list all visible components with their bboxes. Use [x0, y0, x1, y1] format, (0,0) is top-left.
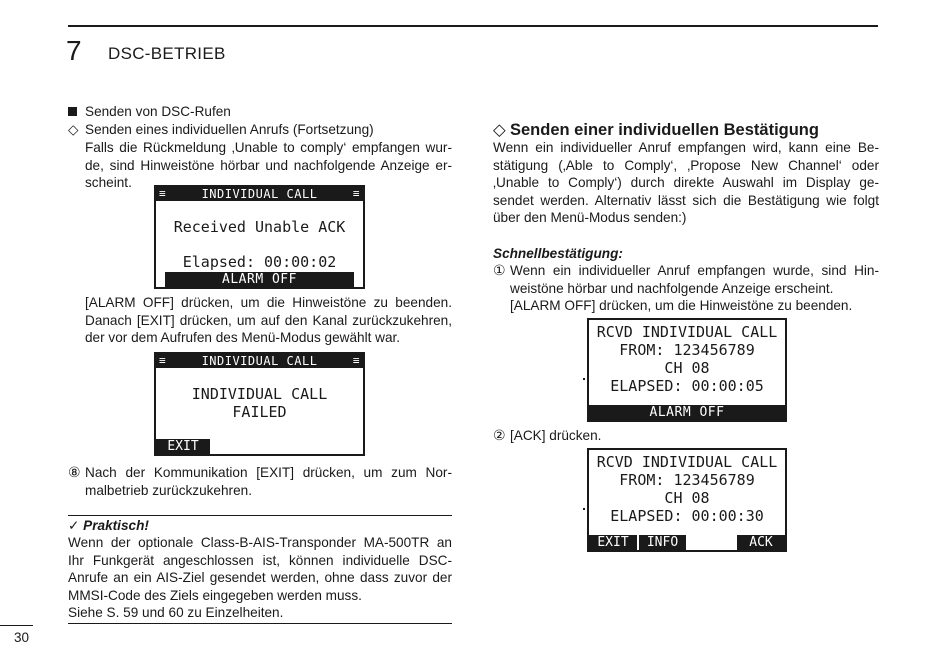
step-number: ⑧ [68, 464, 81, 480]
right-heading-text: Senden einer individuellen Bestätigung [510, 121, 819, 139]
ack-softkey[interactable]: ACK [737, 535, 785, 550]
lcd-display-rcvd-call [587, 318, 787, 422]
right-heading [493, 120, 879, 140]
text-line: malbetrieb zurückzukehren. [85, 482, 252, 498]
display-dot [583, 378, 585, 380]
text-line: Siehe S. 59 und 60 zu Einzelheiten. [68, 605, 284, 620]
diamond-bullet-icon: ◇ [68, 122, 79, 137]
chapter-number: 7 [66, 35, 82, 66]
lcd-line: FROM: 123456789 [619, 341, 755, 359]
step-1 [493, 262, 879, 317]
text-line: Nach der Kommunikation [EXIT] drücken, um zum Nor- [85, 465, 452, 480]
text-line: [ALARM OFF] drücken, um die Hinweistöne zu beenden. [85, 295, 452, 310]
text-line: MMSI-Code des Ziels eingegeben werden muss. [68, 587, 362, 603]
subsection-heading [68, 121, 452, 139]
info-softkey[interactable]: INFO [639, 535, 686, 550]
text-line: Wenn der optionale Class-B-AIS-Transponder MA-500TR an [68, 535, 452, 550]
lcd-line: RCVD INDIVIDUAL CALL [596, 453, 778, 471]
page-number: 30 [14, 630, 30, 645]
tip-body [68, 534, 452, 622]
step-8 [68, 464, 452, 504]
section-heading [68, 103, 452, 121]
lcd-line: Received Unable ACK [173, 218, 346, 236]
exit-softkey[interactable]: EXIT [589, 535, 637, 550]
after-display1-paragraph [85, 294, 452, 347]
intro-paragraph [85, 139, 452, 192]
text-line: über den Menü-Modus senden:) [493, 210, 687, 225]
diamond-bullet-icon: ◇ [493, 121, 506, 139]
lcd-line: ELAPSED: 00:00:05 [610, 377, 764, 395]
page-number-rule [0, 625, 33, 626]
lcd-line: INDIVIDUAL CALL [191, 385, 328, 403]
tip-heading [68, 517, 452, 535]
chapter-title: DSC-BETRIEB [108, 44, 226, 63]
text-line: Wenn ein individueller Anruf empfangen wird, kann eine Be- [493, 140, 879, 155]
step-number: ① [493, 262, 506, 278]
lcd-line: ELAPSED: 00:00:30 [610, 507, 764, 525]
header-rule [68, 25, 878, 27]
text-line: sendet werden. Alternativ lässt sich die Bestätigung wie folgt [493, 192, 879, 208]
text-line: der vor dem Aufrufen des Menü-Modus gewählt war. [85, 330, 401, 345]
lcd-line: CH 08 [664, 359, 710, 377]
exit-softkey[interactable]: EXIT [156, 439, 210, 454]
lcd-line: CH 08 [664, 489, 710, 507]
text-line: Wenn ein individueller Anruf empfangen wurde, sind Hin- [510, 263, 879, 278]
lcd-display-received-unable-ack [154, 185, 365, 289]
alarm-off-softkey[interactable]: ALARM OFF [589, 405, 785, 420]
right-intro-paragraph [493, 139, 879, 227]
text-line: Falls die Rückmeldung ‚Unable to comply‘ empfangen wur- [85, 140, 452, 155]
step-number: ② [493, 427, 506, 443]
menu-icon: ≡ [352, 187, 360, 200]
lcd-line: Elapsed: 00:00:02 [182, 253, 337, 271]
subsection-title: Senden eines individuellen Anrufs (Fortsetzung) [85, 122, 374, 137]
square-bullet-icon [68, 107, 77, 116]
text-line: Danach [EXIT] drücken, um auf den Kanal zurückzukehren, [85, 312, 452, 328]
display-dot [583, 508, 585, 510]
text-line: [ACK] drücken. [510, 428, 602, 443]
alarm-off-softkey[interactable]: ALARM OFF [165, 272, 354, 287]
checkmark-icon: ✓ [68, 518, 80, 533]
lcd-line: RCVD INDIVIDUAL CALL [596, 323, 778, 341]
text-line: weistöne hörbar und nachfolgende Anzeige erscheint. [510, 280, 834, 296]
tip-top-rule [68, 515, 452, 516]
text-line: stätigung (‚Able to Comply‘, ‚Propose New Channel‘ oder [493, 157, 879, 173]
lcd-display-call-failed [154, 352, 365, 456]
step-2 [493, 427, 879, 445]
lcd-title-bar [156, 354, 363, 368]
lcd-line: FROM: 123456789 [619, 471, 755, 489]
menu-icon: ≡ [159, 354, 167, 367]
menu-icon: ≡ [352, 354, 360, 367]
text-line: de, sind Hinweistöne hörbar und nachfolgende Anzeige er- [85, 157, 452, 173]
menu-icon: ≡ [159, 187, 167, 200]
lcd-title: INDIVIDUAL CALL [201, 187, 318, 201]
lcd-title-bar [156, 187, 363, 201]
text-line: Anrufe an ein AIS-Ziel gesendet werden, ohne dass zuvor der [68, 570, 452, 585]
section-title: Senden von DSC-Rufen [85, 104, 231, 119]
text-line: ‚Unable to Comply‘) durch direkte Auswahl im Display ge- [493, 175, 879, 190]
lcd-display-rcvd-call-ack [587, 448, 787, 552]
text-line: [ALARM OFF] drücken, um die Hinweistöne zu beenden. [510, 298, 853, 313]
lcd-title: INDIVIDUAL CALL [201, 354, 318, 368]
lcd-line: FAILED [232, 403, 287, 421]
text-line: scheint. [85, 175, 132, 190]
tip-bottom-rule [68, 623, 452, 624]
quick-ack-title: Schnellbestätigung: [493, 246, 623, 261]
tip-title: Praktisch! [83, 518, 149, 533]
text-line: Ihr Funkgerät angeschlossen ist, können individuelle DSC- [68, 552, 452, 568]
